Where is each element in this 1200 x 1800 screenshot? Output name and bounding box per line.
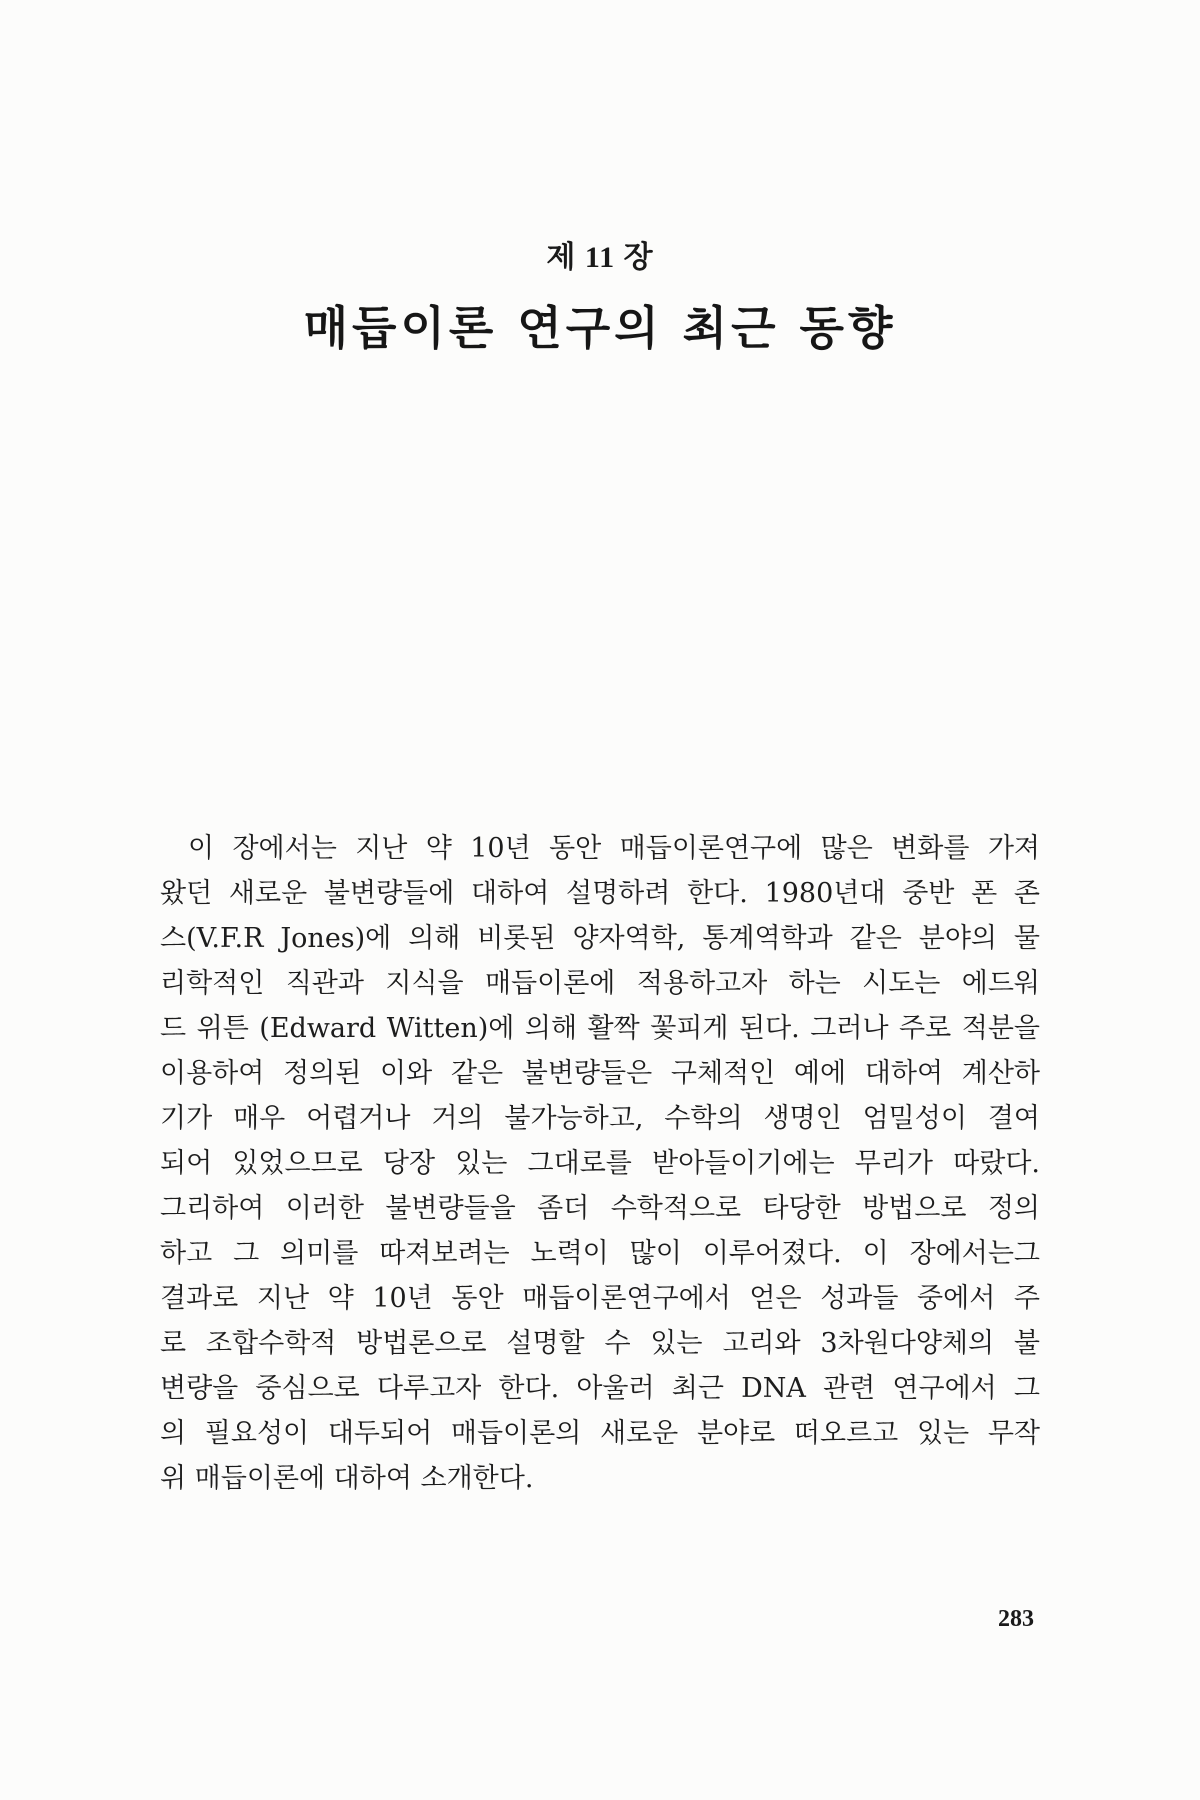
page-number: 283 <box>998 1606 1034 1632</box>
paragraph-line: 왔던 새로운 불변량들에 대하여 설명하려 한다. 1980년대 중반 폰 존 <box>160 878 1040 909</box>
paragraph-line: 이용하여 정의된 이와 같은 불변량들은 구체적인 예에 대하여 계산하 <box>160 1058 1040 1089</box>
paragraph-line: 리학적인 직관과 지식을 매듭이론에 적용하고자 하는 시도는 에드워 <box>160 968 1040 999</box>
paragraph-line: 되어 있었으므로 당장 있는 그대로를 받아들이기에는 무리가 따랐다. <box>160 1148 1040 1179</box>
paragraph-line: 스(V.F.R Jones)에 의해 비롯된 양자역학, 통계역학과 같은 분야의 물 <box>160 923 1040 954</box>
chapter-title: 매듭이론 연구의 최근 동향 <box>303 301 897 355</box>
paragraph-line: 위 매듭이론에 대하여 소개한다. <box>160 1463 534 1494</box>
paragraph-line: 그리하여 이러한 불변량들을 좀더 수학적으로 타당한 방법으로 정의 <box>160 1193 1040 1224</box>
paragraph-line: 의 필요성이 대두되어 매듭이론의 새로운 분야로 떠오르고 있는 무작 <box>160 1418 1040 1449</box>
paragraph-line: 이 장에서는 지난 약 10년 동안 매듭이론연구에 많은 변화를 가져 <box>188 833 1040 864</box>
paragraph-line: 기가 매우 어렵거나 거의 불가능하고, 수학의 생명인 엄밀성이 결여 <box>160 1103 1040 1134</box>
paragraph-line: 하고 그 의미를 따져보려는 노력이 많이 이루어졌다. 이 장에서는그 <box>160 1238 1040 1269</box>
paragraph-line: 로 조합수학적 방법론으로 설명할 수 있는 고리와 3차원다양체의 불 <box>160 1328 1040 1359</box>
paragraph-line: 변량을 중심으로 다루고자 한다. 아울러 최근 DNA 관련 연구에서 그 <box>160 1373 1040 1404</box>
chapter-number: 제 11 장 <box>546 241 654 274</box>
body-paragraph <box>160 826 1040 1501</box>
paragraph-line: 드 위튼 (Edward Witten)에 의해 활짝 꽃피게 된다. 그러나 주로 적분을 <box>160 1013 1040 1044</box>
paragraph-line: 결과로 지난 약 10년 동안 매듭이론연구에서 얻은 성과들 중에서 주 <box>160 1283 1040 1314</box>
